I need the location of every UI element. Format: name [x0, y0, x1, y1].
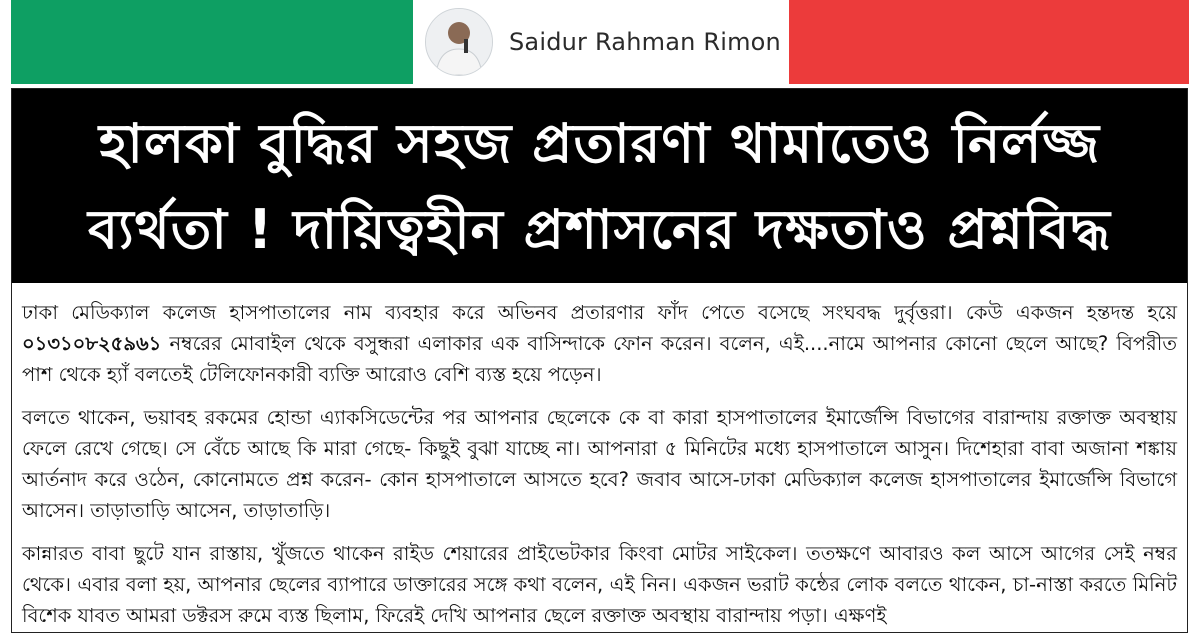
article-paragraph-2: বলতে থাকেন, ভয়াবহ রকমের হোন্ডা এ্যাকসিডেন্টের পর আপনার ছেলেকে কে বা কারা হাসপাতালের ইমার্জেন্সি বিভাগের বারান্দায় রক্তাক্ত অবস্থায় ফেলে রেখে গেছে। সে বেঁচে আছে কি মারা গেছে- কিছুই বুঝা যাচ্ছে না। আপনারা ৫ মিনিটের মধ্যে হাসপাতালে আসুন। দিশেহারা বাবা অজানা শঙ্কায় আর্তনাদ করে ওঠেন, কোনোমতে প্রশ্ন করেন- কোন হাসপাতালে আসতে হবে? জবাব আসে-ঢাকা মেডিক্যাল কলেজ হাসপাতালের ইমার্জেন্সি বিভাগে আসেন। তাড়াতাড়ি আসেন, তাড়াতাড়ি। — [22, 406, 1177, 522]
author-name: Saidur Rahman Rimon — [509, 28, 781, 56]
article-body — [12, 283, 1187, 631]
paragraph-1-lead: ঢাকা মেডিক্যাল কলেজ হাসপাতালের নাম ব্যবহার করে অভিনব প্রতারণার ফাঁদ পেতে বসেছে সংঘবদ্ধ দুর্বৃত্তরা। কেউ একজন হন্তদন্ত হয়ে — [22, 301, 1177, 324]
flag-green-band — [11, 0, 413, 84]
avatar — [425, 8, 493, 76]
headline-line-1: হালকা বুদ্ধির সহজ প্রতারণা থামাতেও নির্লজ্জ — [98, 112, 1101, 175]
avatar-portrait-icon — [426, 9, 492, 75]
headline-banner — [12, 89, 1187, 283]
author-badge — [425, 6, 785, 78]
article-paragraph-1 — [22, 297, 1177, 390]
paragraph-1-rest: নম্বরের মোবাইল থেকে বসুন্ধরা এলাকার এক বাসিন্দাকে ফোন করেন। বলেন, এই....নামে আপনার কোনো ছেলে আছে? বিপরীত পাশ থেকে হ্যাঁ বলতেই টেলিফোনকারী ব্যক্তি আরোও বেশি ব্যস্ত হয়ে পড়েন। — [22, 332, 1177, 386]
flag-red-band — [789, 0, 1189, 84]
headline-line-2: ব্যর্থতা ! দায়িত্বহীন প্রশাসনের দক্ষতাও প্রশ্নবিদ্ধ — [88, 198, 1111, 261]
phone-number: ০১৩১০৮২৫৯৬১ — [22, 332, 162, 355]
article-paragraph-3: কান্নারত বাবা ছুটে যান রাস্তায়, খুঁজতে থাকেন রাইড শেয়ারের প্রাইভেটকার কিংবা মোটর সাইকেল। ততক্ষণে আবারও কল আসে আগের সেই নম্বর থেকে। এবার বলা হয়, আপনার ছেলের ব্যাপারে ডাক্তারের সঙ্গে কথা বলেন, এই নিন। একজন ভরাট কন্ঠের লোক বলতে থাকেন, চা-নাস্তা করতে মিনিট বিশেক যাবত আমরা ডক্টরস রুমে ব্যস্ত ছিলাম, ফিরেই দেখি আপনার ছেলে রক্তাক্ত অবস্থায় বারান্দায় পড়া। এক্ষণই — [22, 542, 1177, 627]
article-frame — [11, 88, 1188, 633]
